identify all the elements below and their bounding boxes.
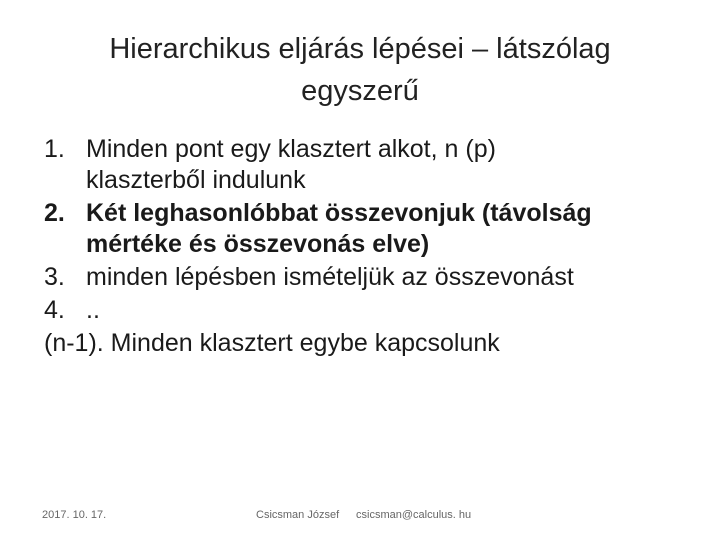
item-text-line-1: Minden pont egy klasztert alkot, n (p) [86,135,496,163]
title-line-1: Hierarchikus eljárás lépései – látszólag [109,33,611,65]
slide-title [60,28,660,112]
item-number: 4. [44,296,65,324]
list-item [40,198,700,260]
step-list [40,134,700,361]
footer-author: Csicsman József [256,509,340,521]
footer-date: 2017. 10. 17. [42,509,107,521]
item-text-line-1: .. [86,296,100,324]
item-text-line-1: minden lépésben ismételjük az összevonást [86,263,574,291]
list-item [40,134,700,196]
item-text-line-2: klaszterből indulunk [86,166,306,194]
list-item [40,262,700,293]
list-item [40,295,700,326]
item-number: 3. [44,263,65,291]
item-number: 1. [44,135,65,163]
list-item-last: (n-1). Minden klasztert egybe kapcsolunk [44,329,500,357]
title-line-2: egyszerű [301,75,419,107]
footer-email: csicsman@calculus. hu [356,509,472,521]
item-number: 2. [44,199,65,227]
item-text-line-2: mértéke és összevonás elve) [86,230,430,258]
item-text-line-1: Két leghasonlóbbat összevonjuk (távolság [86,199,592,227]
